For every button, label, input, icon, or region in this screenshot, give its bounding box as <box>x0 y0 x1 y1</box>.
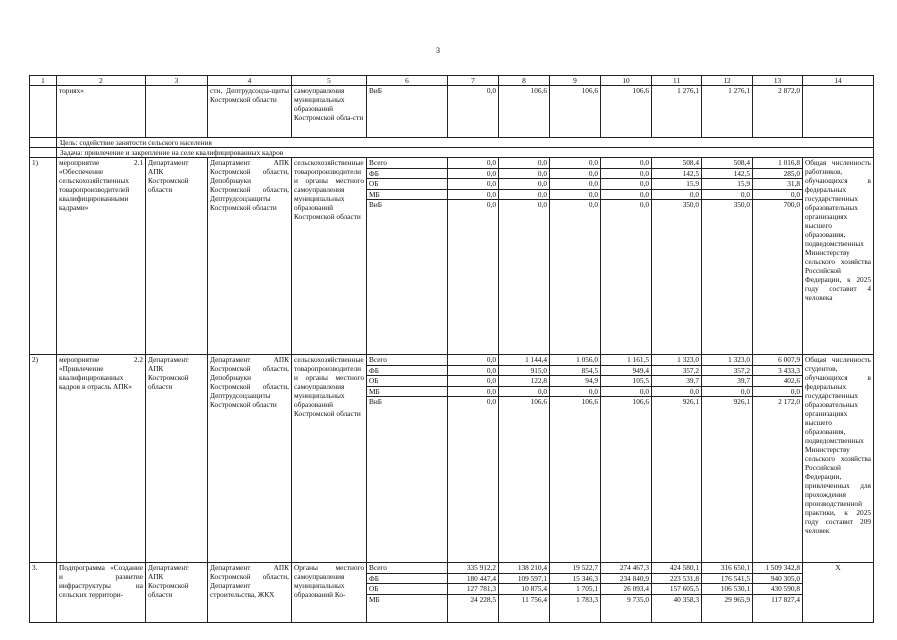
cont-v9: 106,6 <box>550 86 601 138</box>
funding-value: 39,7 <box>652 376 701 387</box>
funding-value: 940 305,0 <box>753 574 802 585</box>
funding-value: 19 522,7 <box>550 563 600 574</box>
funding-value: 0,0 <box>753 190 802 201</box>
funding-value: 357,2 <box>702 366 752 377</box>
value-column-7 <box>448 563 499 623</box>
funding-sources <box>367 355 448 563</box>
program-row <box>30 563 874 623</box>
cont-c3 <box>146 86 208 138</box>
cont-c2: ториях» <box>57 86 146 138</box>
funding-value: 1 509 342,8 <box>753 563 802 574</box>
funding-value: 15,9 <box>652 179 701 190</box>
funding-value: 0,0 <box>601 387 651 398</box>
column-number-11: 11 <box>652 76 702 86</box>
funding-value: 15 346,3 <box>550 574 600 585</box>
funding-value: 142,5 <box>652 169 701 180</box>
funding-source-label: ФБ <box>367 169 447 180</box>
program-row <box>30 355 874 563</box>
funding-value: 0,0 <box>702 190 752 201</box>
cont-c4: сти, Дептрудсоцза-щиты Костромской области <box>208 86 292 138</box>
measure-name: Подпрограмма «Создание и развитие инфраструктуры на сельских территори- <box>57 563 146 623</box>
responsible-executor: Департамент АПК Костромской области <box>146 158 208 355</box>
funding-value: 335 912,2 <box>448 563 498 574</box>
column-number-7: 7 <box>448 76 499 86</box>
funding-value: 2 172,0 <box>778 397 800 407</box>
participants: сельскохозяйственные товаропроизводители и органы местного самоуправления муниципальных образований Костромской области <box>292 158 367 355</box>
value-column-13 <box>753 355 803 563</box>
funding-value: 3 433,3 <box>753 366 802 377</box>
funding-value: 915,0 <box>499 366 549 377</box>
value-column-10 <box>601 563 652 623</box>
column-number-14: 14 <box>803 76 874 86</box>
funding-value: 0,0 <box>499 179 549 190</box>
funding-value: 1 783,3 <box>576 594 598 604</box>
column-number-row <box>30 76 874 86</box>
expected-result: Общая численность студентов, обучающихся в федеральных государственных образовательных организациях высшего образования, подведомственных Министерству сельского хозяйства Российской Федерации, привлеченных для прохождения производственной практики, к 2025 году составит 209 человек <box>803 355 874 563</box>
funding-value: 0,0 <box>550 179 600 190</box>
funding-source-label: ФБ <box>367 366 447 377</box>
value-column-8 <box>499 158 550 355</box>
funding-value: 949,4 <box>601 366 651 377</box>
value-column-11 <box>652 563 702 623</box>
funding-value: 1 016,8 <box>753 158 802 169</box>
funding-source-label: Всего <box>367 355 447 366</box>
responsible-executor: Департамент АПК Костромской области <box>146 355 208 563</box>
funding-value: 24 228,5 <box>470 594 496 604</box>
cont-v13: 2 872,0 <box>753 86 803 138</box>
funding-value: 122,8 <box>499 376 549 387</box>
column-number-5: 5 <box>292 76 367 86</box>
funding-value: 0,0 <box>601 190 651 201</box>
funding-value: 508,4 <box>702 158 752 169</box>
funding-value: 700,0 <box>783 200 800 210</box>
measure-name: мероприятие 2.2 «Привлечение квалифицированных кадров в отрасль АПК» <box>57 355 146 563</box>
task-label: Задача: привлечение и закрепление на селе квалифицированных кадров <box>57 148 874 158</box>
funding-value: 109 597,1 <box>499 574 549 585</box>
value-column-13 <box>753 563 803 623</box>
funding-value: 0,0 <box>448 366 498 377</box>
funding-value: 138 210,4 <box>499 563 549 574</box>
funding-value: 176 541,5 <box>702 574 752 585</box>
funding-value: 430 590,8 <box>753 584 802 595</box>
funding-source-label: ФБ <box>367 574 447 585</box>
value-column-12 <box>702 158 753 355</box>
funding-value: 0,0 <box>550 158 600 169</box>
funding-value: 0,0 <box>601 169 651 180</box>
funding-value: 0,0 <box>499 169 549 180</box>
value-column-12 <box>702 563 753 623</box>
funding-value: 274 467,3 <box>601 563 651 574</box>
funding-value: 180 447,4 <box>448 574 498 585</box>
task-row <box>30 148 874 158</box>
funding-source-label: Всего <box>367 563 447 574</box>
funding-value: 402,6 <box>753 376 802 387</box>
funding-source-label: ВиБ <box>369 397 382 407</box>
funding-value: 9 735,0 <box>627 594 649 604</box>
funding-value: 0,0 <box>448 355 498 366</box>
cont-v11: 1 276,1 <box>652 86 702 138</box>
funding-source-label: ВиБ <box>369 200 382 210</box>
funding-value: 0,0 <box>753 387 802 398</box>
column-number-4: 4 <box>208 76 292 86</box>
funding-value: 0,0 <box>652 190 701 201</box>
co-executors: Департамент АПК Костромской области, Депобрнауки Костромской области, Дептрудсоцзащиты Костромской области <box>208 158 292 355</box>
goal-label: Цель: содействие занятости сельского населения <box>57 138 874 148</box>
value-column-8 <box>499 563 550 623</box>
funding-value: 0,0 <box>448 179 498 190</box>
value-column-10 <box>601 158 652 355</box>
expected-result: Общая численность работников, обучающихся в федеральных государственных образовательных организациях высшего образования, подведомственных Министерству сельского хозяйства Российской Федерации, к 2025 году составит 4 человека <box>803 158 874 355</box>
funding-value: 0,0 <box>652 387 701 398</box>
value-column-7 <box>448 355 499 563</box>
funding-value: 285,0 <box>753 169 802 180</box>
cont-c6: ВиБ <box>367 86 448 138</box>
expected-result: Х <box>803 563 874 623</box>
column-number-13: 13 <box>753 76 803 86</box>
page-number: 3 <box>436 46 440 55</box>
value-column-11 <box>652 355 702 563</box>
funding-value: 0,0 <box>537 200 547 210</box>
funding-value: 29 965,9 <box>724 594 750 604</box>
cont-v8: 106,6 <box>499 86 550 138</box>
column-number-8: 8 <box>499 76 550 86</box>
funding-value: 1 056,0 <box>550 355 600 366</box>
funding-value: 0,0 <box>448 158 498 169</box>
funding-value: 0,0 <box>448 387 498 398</box>
funding-value: 40 358,3 <box>673 594 699 604</box>
funding-source-label: ОБ <box>367 179 447 190</box>
value-column-9 <box>550 355 601 563</box>
funding-value: 0,0 <box>550 190 600 201</box>
column-number-12: 12 <box>702 76 753 86</box>
continuation-row <box>30 86 874 138</box>
funding-value: 117 827,4 <box>771 594 800 604</box>
funding-value: 157 605,5 <box>652 584 701 595</box>
funding-value: 0,0 <box>499 158 549 169</box>
funding-value: 0,0 <box>499 387 549 398</box>
funding-sources <box>367 158 448 355</box>
task-c1 <box>30 148 57 158</box>
value-column-9 <box>550 563 601 623</box>
funding-value: 1 144,4 <box>499 355 549 366</box>
funding-value: 39,7 <box>702 376 752 387</box>
funding-value: 31,8 <box>753 179 802 190</box>
funding-value: 926,1 <box>682 397 699 407</box>
funding-value: 0,0 <box>499 190 549 201</box>
responsible-executor: Департамент АПК Костромской области <box>146 563 208 623</box>
cont-c1 <box>30 86 57 138</box>
cont-c14 <box>803 86 874 138</box>
row-number: 2) <box>30 355 57 563</box>
cont-v10: 106,6 <box>601 86 652 138</box>
row-number: 3. <box>30 563 57 623</box>
column-number-10: 10 <box>601 76 652 86</box>
value-column-7 <box>448 158 499 355</box>
value-column-10 <box>601 355 652 563</box>
goal-row <box>30 138 874 148</box>
funding-value: 142,5 <box>702 169 752 180</box>
funding-value: 316 650,1 <box>702 563 752 574</box>
column-number-9: 9 <box>550 76 601 86</box>
funding-value: 0,0 <box>601 179 651 190</box>
funding-source-label: МБ <box>367 387 447 398</box>
program-table <box>29 75 874 623</box>
value-column-13 <box>753 158 803 355</box>
funding-value: 0,0 <box>550 169 600 180</box>
funding-value: 234 840,9 <box>601 574 651 585</box>
funding-value: 223 531,8 <box>652 574 701 585</box>
cont-c5: самоуправления муниципальных образований Костромской обла-сти <box>292 86 367 138</box>
value-column-11 <box>652 158 702 355</box>
funding-value: 106,6 <box>530 397 547 407</box>
funding-value: 0,0 <box>448 169 498 180</box>
value-column-12 <box>702 355 753 563</box>
funding-value: 15,9 <box>702 179 752 190</box>
funding-value: 105,5 <box>601 376 651 387</box>
funding-value: 508,4 <box>652 158 701 169</box>
value-column-8 <box>499 355 550 563</box>
funding-value: 926,1 <box>733 397 750 407</box>
funding-value: 0,0 <box>550 387 600 398</box>
funding-value: 11 756,4 <box>521 594 547 604</box>
funding-value: 0,0 <box>486 397 496 407</box>
funding-source-label: ОБ <box>367 376 447 387</box>
funding-value: 0,0 <box>448 190 498 201</box>
funding-value: 0,0 <box>639 200 649 210</box>
goal-c1 <box>30 138 57 148</box>
funding-source-label: МБ <box>367 190 447 201</box>
column-number-2: 2 <box>57 76 146 86</box>
funding-value: 106 530,1 <box>702 584 752 595</box>
funding-value: 424 580,1 <box>652 563 701 574</box>
program-row <box>30 158 874 355</box>
funding-value: 0,0 <box>702 387 752 398</box>
funding-value: 6 007,9 <box>753 355 802 366</box>
funding-value: 0,0 <box>448 376 498 387</box>
measure-name: мероприятие 2.1 «Обеспечение сельскохозяйственных товаропроизводителей квалифицированными кадрами» <box>57 158 146 355</box>
funding-value: 1 323,0 <box>702 355 752 366</box>
funding-value: 0,0 <box>486 200 496 210</box>
funding-value: 26 093,4 <box>601 584 651 595</box>
funding-value: 350,0 <box>733 200 750 210</box>
participants: Органы местного самоуправления муниципальных образований Ко- <box>292 563 367 623</box>
funding-value: 127 781,3 <box>448 584 498 595</box>
funding-source-label: Всего <box>367 158 447 169</box>
funding-value: 94,9 <box>550 376 600 387</box>
funding-value: 106,6 <box>581 397 598 407</box>
column-number-1: 1 <box>30 76 57 86</box>
column-number-3: 3 <box>146 76 208 86</box>
funding-source-label: ОБ <box>367 584 447 595</box>
funding-value: 1 323,0 <box>652 355 701 366</box>
funding-value: 0,0 <box>601 158 651 169</box>
co-executors: Департамент АПК Костромской области, Депобрнауки Костромской области, Дептрудсоцзащиты Костромской области <box>208 355 292 563</box>
funding-sources <box>367 563 448 623</box>
funding-value: 350,0 <box>682 200 699 210</box>
funding-source-label: МБ <box>369 594 380 604</box>
value-column-9 <box>550 158 601 355</box>
funding-value: 854,5 <box>550 366 600 377</box>
funding-value: 1 705,1 <box>550 584 600 595</box>
cont-v12: 1 276,1 <box>702 86 753 138</box>
funding-value: 0,0 <box>588 200 598 210</box>
column-number-6: 6 <box>367 76 448 86</box>
participants: сельскохозяйственные товаропроизводители и органы местного самоуправления муниципальных образований Костромской области <box>292 355 367 563</box>
funding-value: 357,2 <box>652 366 701 377</box>
cont-v7: 0,0 <box>448 86 499 138</box>
funding-value: 10 875,4 <box>499 584 549 595</box>
funding-value: 106,6 <box>632 397 649 407</box>
funding-value: 1 161,5 <box>601 355 651 366</box>
co-executors: Департамент АПК Костромской области, Департамент строительства, ЖКХ <box>208 563 292 623</box>
row-number: 1) <box>30 158 57 355</box>
